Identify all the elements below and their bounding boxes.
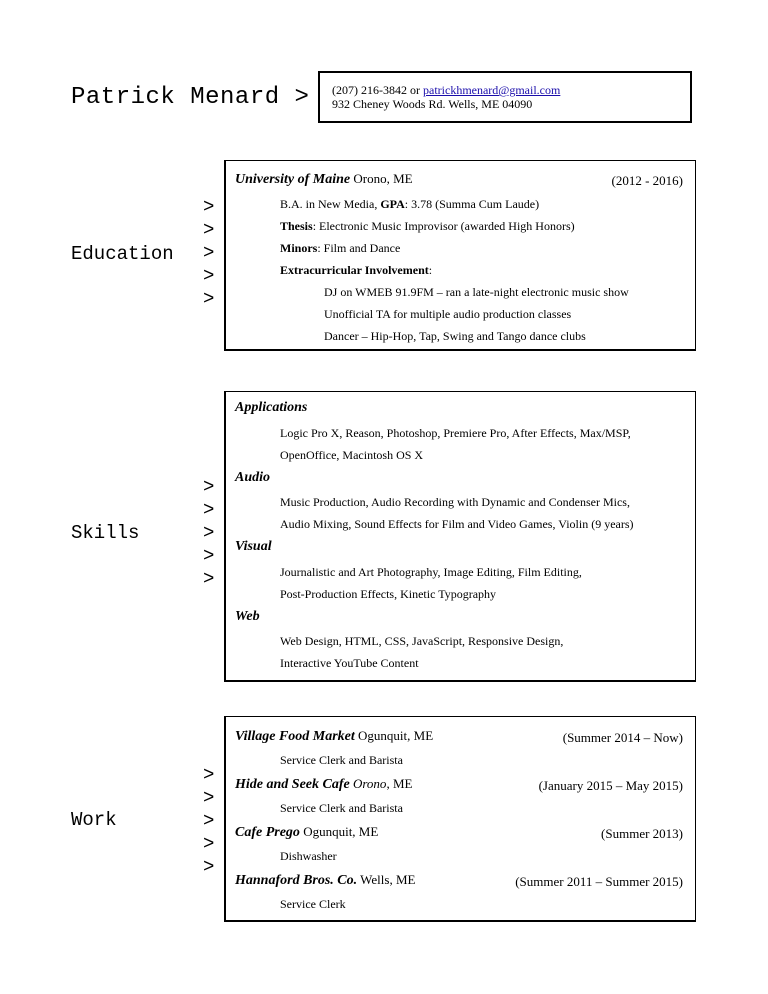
skill-line: Journalistic and Art Photography, Image Editing, Film Editing, [280, 565, 582, 579]
work-chevrons: > > > > > [203, 764, 215, 878]
employer-location: Ogunquit, ME [299, 824, 379, 839]
skills-box [224, 391, 696, 682]
contact-box [318, 71, 692, 123]
thesis-line [280, 219, 575, 234]
activity-item: Unofficial TA for multiple audio production classes [324, 307, 572, 321]
employer-location: Orono [349, 776, 387, 791]
or-separator: or [407, 83, 423, 97]
contact-phone-email-line [332, 83, 560, 98]
school-name: University of Maine [235, 172, 351, 187]
employer-location-state: , ME [386, 776, 413, 791]
job-dates: (January 2015 – May 2015) [538, 778, 683, 793]
gpa-value: : 3.78 (Summa Cum Laude) [404, 197, 540, 211]
school-dates: (2012 - 2016) [611, 173, 683, 188]
minors-label: Minors [280, 241, 318, 255]
job-dates: (Summer 2014 – Now) [562, 730, 683, 745]
skill-category-visual: Visual [235, 539, 272, 554]
work-label: Work [71, 809, 117, 831]
resume-name: Patrick Menard > [71, 84, 310, 111]
skills-label: Skills [71, 522, 140, 544]
job-dates: (Summer 2011 – Summer 2015) [515, 874, 683, 889]
education-label: Education [71, 243, 174, 265]
job-role: Service Clerk [280, 897, 346, 911]
employer-name: Cafe Prego [235, 825, 300, 840]
education-chevrons: > > > > > [203, 196, 215, 310]
skill-line: Web Design, HTML, CSS, JavaScript, Responsive Design, [280, 634, 564, 648]
skill-line: Logic Pro X, Reason, Photoshop, Premiere Pro, After Effects, Max/MSP, [280, 426, 631, 440]
skill-line: Audio Mixing, Sound Effects for Film and Video Games, Violin (9 years) [280, 517, 634, 531]
skill-line: Interactive YouTube Content [280, 656, 419, 670]
activity-item: DJ on WMEB 91.9FM – ran a late-night electronic music show [324, 285, 629, 299]
skill-line: Music Production, Audio Recording with Dynamic and Condenser Mics, [280, 495, 630, 509]
job-line [235, 728, 433, 745]
gpa-label: GPA [380, 197, 405, 211]
skills-chevrons: > > > > > [203, 476, 215, 590]
job-dates: (Summer 2013) [601, 826, 683, 841]
employer-location: Ogunquit, ME [354, 728, 434, 743]
employer-location: Wells, ME [357, 872, 416, 887]
job-line [235, 872, 415, 889]
education-box [224, 160, 696, 351]
school-location: Orono, ME [350, 171, 413, 186]
extracurricular-line [280, 263, 432, 278]
job-line [235, 824, 378, 841]
extracurricular-label: Extracurricular Involvement [280, 263, 429, 277]
work-box [224, 716, 696, 922]
job-role: Dishwasher [280, 849, 337, 863]
degree-text: B.A. in New Media, [280, 197, 381, 211]
skill-category-web: Web [235, 609, 260, 624]
email-link[interactable]: patrickhmenard@gmail.com [423, 83, 561, 97]
employer-name: Hide and Seek Cafe [235, 777, 350, 792]
employer-name: Hannaford Bros. Co. [235, 873, 358, 888]
activity-item: Dancer – Hip-Hop, Tap, Swing and Tango dance clubs [324, 329, 586, 343]
skill-category-applications: Applications [235, 400, 308, 415]
thesis-label: Thesis [280, 219, 313, 233]
extracurricular-colon: : [428, 263, 433, 277]
job-role: Service Clerk and Barista [280, 801, 403, 815]
degree-line [280, 197, 539, 212]
contact-address: 932 Cheney Woods Rd. Wells, ME 04090 [332, 97, 533, 111]
skill-category-audio: Audio [235, 470, 271, 485]
job-role: Service Clerk and Barista [280, 753, 403, 767]
skill-line: OpenOffice, Macintosh OS X [280, 448, 424, 462]
employer-name: Village Food Market [235, 729, 355, 744]
skill-line: Post-Production Effects, Kinetic Typography [280, 587, 497, 601]
minors-value: : Film and Dance [317, 241, 401, 255]
thesis-value: : Electronic Music Improvisor (awarded High Honors) [312, 219, 575, 233]
minors-line [280, 241, 400, 256]
school-line [235, 171, 413, 188]
phone-number: (207) 216-3842 [332, 83, 407, 97]
job-line [235, 776, 412, 793]
